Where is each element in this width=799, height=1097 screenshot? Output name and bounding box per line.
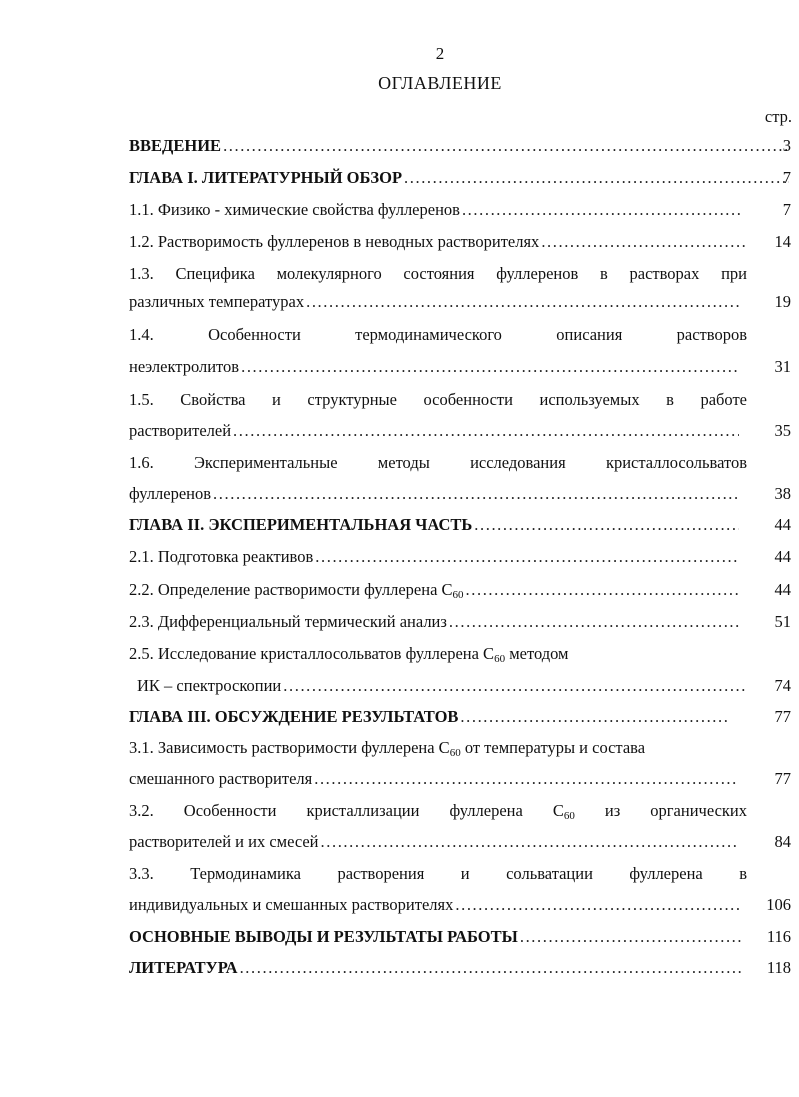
toc-entry-title-cont: растворителей	[129, 421, 232, 440]
dot-leader	[449, 612, 739, 632]
toc-entry-page: 44	[774, 580, 791, 599]
toc-entry-1-5-line2[interactable]	[129, 421, 791, 445]
toc-entry-chapter-1[interactable]	[129, 168, 791, 192]
toc-entry-page: 44	[774, 547, 791, 566]
toc-entry-title-cont: смешанного растворителя	[129, 769, 313, 788]
toc-entry-page: 74	[774, 676, 791, 695]
toc-entry-page: 35	[774, 421, 791, 440]
toc-entry-introduction[interactable]	[129, 136, 791, 160]
toc-entry-title: ЛИТЕРАТУРА	[129, 958, 238, 977]
toc-entry-1-5-line1[interactable]	[129, 390, 747, 414]
toc-entry-chapter-3[interactable]	[129, 707, 791, 731]
toc-entry-title: ОСНОВНЫЕ ВЫВОДЫ И РЕЗУЛЬТАТЫ РАБОТЫ	[129, 927, 518, 946]
toc-entry-title: 3.1. Зависимость растворимости фуллерена $C_{60}$ от температуры и состава	[129, 738, 646, 759]
subscript-60: 60	[563, 810, 575, 822]
toc-entry-1-1[interactable]	[129, 200, 791, 224]
toc-entry-title-cont: фуллеренов	[129, 484, 212, 503]
dot-leader	[520, 927, 743, 947]
toc-entry-1-2[interactable]	[129, 232, 791, 256]
toc-entry-3-2-line1[interactable]	[129, 801, 747, 825]
page-number: 2	[435, 44, 445, 63]
dot-leader	[462, 200, 743, 220]
toc-entry-3-1-line1[interactable]	[129, 738, 747, 762]
toc-entry-title-cont: различных температурах	[129, 292, 305, 311]
dot-leader	[314, 769, 739, 789]
toc-entry-title-cont: растворителей и их смесей	[129, 832, 319, 851]
toc-entry-page: 7	[782, 168, 791, 187]
toc-entry-title: ГЛАВА III. ОБСУЖДЕНИЕ РЕЗУЛЬТАТОВ	[129, 707, 459, 726]
toc-entry-title: 1.2. Растворимость фуллеренов в неводных растворителях	[129, 232, 540, 251]
toc-entry-page: 51	[774, 612, 791, 631]
toc-entry-title: 3.3. Термодинамика растворения и сольватации фуллерена в	[129, 864, 747, 883]
subscript-60: 60	[449, 747, 461, 759]
toc-entry-page: 106	[766, 895, 791, 914]
page-column-label: стр.	[764, 107, 792, 126]
toc-entry-page: 116	[766, 927, 791, 946]
toc-entry-title: ГЛАВА II. ЭКСПЕРИМЕНТАЛЬНАЯ ЧАСТЬ	[129, 515, 473, 534]
toc-entry-1-6-line2[interactable]	[129, 484, 791, 508]
toc-entry-page: 7	[782, 200, 791, 219]
dot-leader	[240, 958, 743, 978]
toc-entry-title-cont: неэлектролитов	[129, 357, 240, 376]
toc-entry-3-3-line2[interactable]	[129, 895, 791, 919]
toc-entry-3-3-line1[interactable]	[129, 864, 747, 888]
toc-entry-1-3-line2[interactable]	[129, 292, 791, 316]
toc-entry-1-6-line1[interactable]	[129, 453, 747, 477]
dot-leader	[306, 292, 739, 312]
toc-entry-page: 14	[774, 232, 791, 251]
dot-leader	[233, 421, 739, 441]
toc-entry-chapter-2[interactable]	[129, 515, 791, 539]
toc-entry-2-1[interactable]	[129, 547, 791, 571]
dot-leader	[455, 895, 739, 915]
toc-entry-title: 1.3. Специфика молекулярного состояния фуллеренов в растворах при	[129, 264, 747, 283]
toc-entry-title: 2.1. Подготовка реактивов	[129, 547, 314, 566]
toc-entry-page: 77	[774, 707, 791, 726]
toc-entry-references[interactable]	[129, 958, 791, 982]
toc-entry-title: 2.3. Дифференциальный термический анализ	[129, 612, 447, 631]
toc-entry-2-5-line2[interactable]	[137, 676, 791, 700]
toc-entry-1-4-line2[interactable]	[129, 357, 791, 381]
subscript-60: 60	[494, 653, 506, 665]
dot-leader	[404, 168, 789, 188]
toc-entry-page: 84	[774, 832, 791, 851]
toc-entry-2-5-line1[interactable]	[129, 644, 747, 668]
toc-entry-title: 1.6. Экспериментальные методы исследования кристаллосольватов	[129, 453, 747, 472]
dot-leader	[460, 707, 729, 727]
toc-entry-title: 2.2. Определение растворимости фуллерена $C_{60}$	[129, 580, 464, 601]
toc-entry-title-cont: индивидуальных и смешанных растворителях	[129, 895, 454, 914]
toc-entry-title: ГЛАВА I. ЛИТЕРАТУРНЫЙ ОБЗОР	[129, 168, 403, 187]
dot-leader	[321, 832, 739, 852]
toc-entry-title: 2.5. Исследование кристаллосольватов фуллерена $C_{60}$ методом	[129, 644, 569, 665]
toc-entry-page: 44	[774, 515, 791, 534]
toc-entry-conclusions[interactable]	[129, 927, 791, 951]
subscript-60: 60	[452, 589, 464, 601]
toc-entry-page: 118	[766, 958, 791, 977]
toc-entry-title-cont: ИК – спектроскопии	[137, 676, 282, 695]
toc-entry-page: 19	[774, 292, 791, 311]
dot-leader	[223, 136, 789, 156]
toc-entry-3-1-line2[interactable]	[129, 769, 791, 793]
toc-entry-title: ВВЕДЕНИЕ	[129, 136, 222, 155]
dot-leader	[474, 515, 739, 535]
toc-entry-page: 3	[782, 136, 791, 155]
toc-entry-3-2-line2[interactable]	[129, 832, 791, 856]
dot-leader	[541, 232, 745, 252]
dot-leader	[315, 547, 739, 567]
toc-entry-title: 3.2. Особенности кристаллизации фуллерена $C_{60}$ из органических	[129, 801, 747, 822]
dot-leader	[283, 676, 747, 696]
dot-leader	[241, 357, 739, 377]
toc-entry-1-3-line1[interactable]	[129, 264, 747, 288]
toc-entry-2-2[interactable]	[129, 580, 791, 604]
toc-entry-title: 1.1. Физико - химические свойства фуллеренов	[129, 200, 460, 219]
page-title: ОГЛАВЛЕНИЕ	[378, 73, 502, 93]
toc-entry-1-4-line1[interactable]	[129, 325, 747, 349]
toc-entry-title: 1.4. Особенности термодинамического описания растворов	[129, 325, 747, 344]
toc-entry-2-3[interactable]	[129, 612, 791, 636]
toc-entry-page: 77	[774, 769, 791, 788]
toc-entry-page: 31	[774, 357, 791, 376]
toc-entry-page: 38	[774, 484, 791, 503]
toc-entry-title: 1.5. Свойства и структурные особенности используемых в работе	[129, 390, 747, 409]
dot-leader	[213, 484, 739, 504]
dot-leader	[466, 580, 739, 600]
